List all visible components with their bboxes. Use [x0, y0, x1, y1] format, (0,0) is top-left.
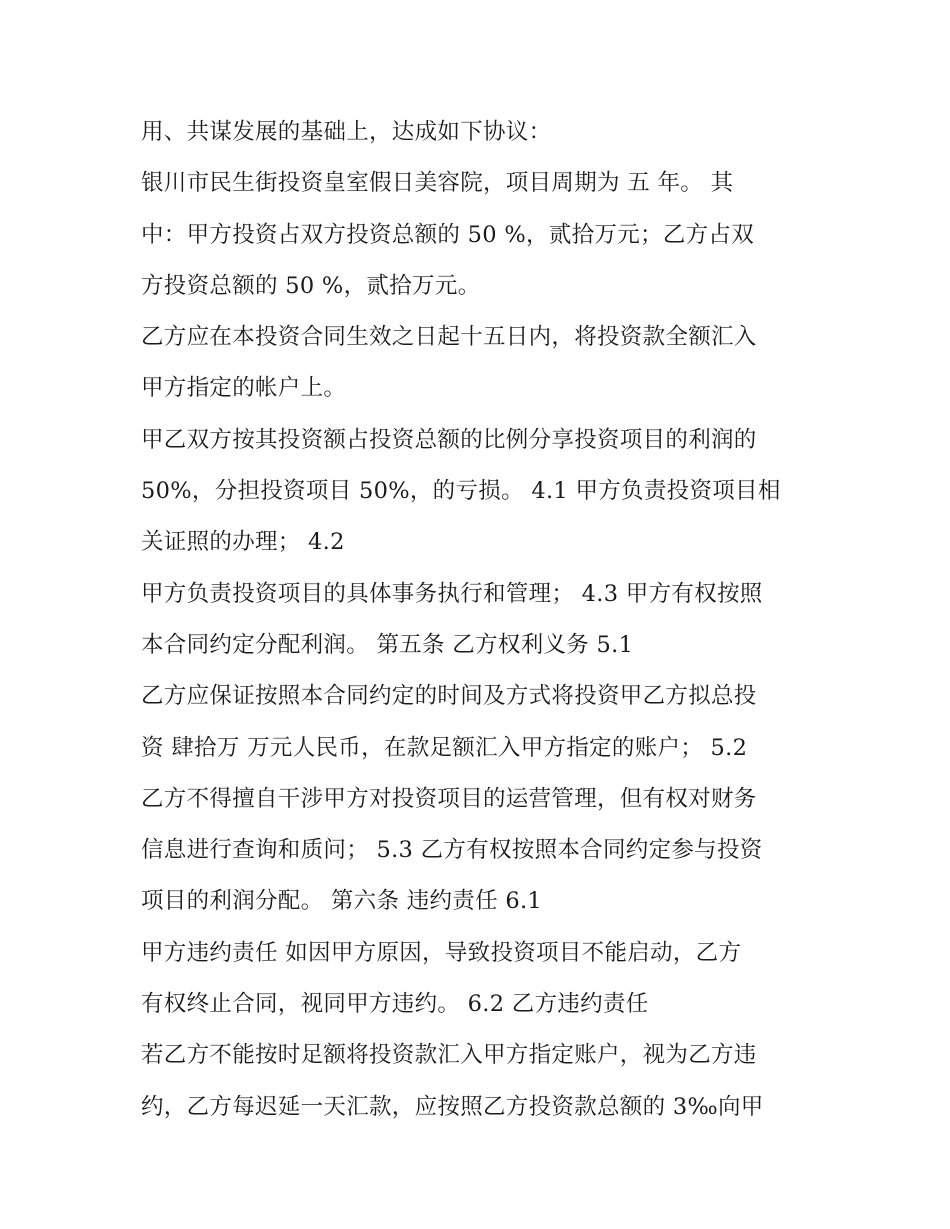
text-line: 甲方违约责任 如因甲方原因，导致投资项目不能启动，乙方 — [141, 939, 742, 966]
text-line: 有权终止合同，视同甲方违约。 6.2 乙方违约责任 — [141, 991, 649, 1018]
text-line: 约，乙方每迟延一天汇款，应按照乙方投资款总额的 3‰向甲 — [141, 1093, 764, 1120]
text-line: 甲方负责投资项目的具体事务执行和管理； 4.3 甲方有权按照 — [141, 580, 763, 607]
text-line: 乙方应在本投资合同生效之日起十五日内，将投资款全额汇入 — [141, 324, 757, 351]
text-line: 资 肆拾万 万元人民币，在款足额汇入甲方指定的账户； 5.2 — [141, 734, 748, 761]
text-line: 银川市民生街投资皇室假日美容院，项目周期为 五 年。 其 — [141, 170, 734, 197]
text-line: 项目的利润分配。 第六条 违约责任 6.1 — [141, 888, 543, 915]
text-line: 乙方不得擅自干涉甲方对投资项目的运营管理，但有权对财务 — [141, 785, 757, 812]
contract-text-block — [141, 107, 821, 1133]
text-line: 关证照的办理； 4.2 — [141, 529, 345, 556]
text-line: 甲乙双方按其投资额占投资总额的比例分享投资项目的利润的 — [141, 426, 757, 453]
text-line: 用、共谋发展的基础上，达成如下协议： — [141, 119, 552, 145]
text-line: 若乙方不能按时足额将投资款汇入甲方指定账户，视为乙方违 — [141, 1042, 757, 1069]
text-line: 本合同约定分配利润。 第五条 乙方权利义务 5.1 — [141, 631, 634, 658]
text-line: 信息进行查询和质问； 5.3 乙方有权按照本合同约定参与投资 — [141, 837, 763, 864]
text-line: 甲方指定的帐户上。 — [141, 375, 347, 402]
text-line: 中：甲方投资占双方投资总额的 50 %，贰拾万元；乙方占双 — [141, 221, 755, 248]
text-line: 50%，分担投资项目 50%，的亏损。 4.1 甲方负责投资项目相 — [141, 478, 781, 505]
text-line: 方投资总额的 50 %，贰拾万元。 — [141, 272, 481, 299]
text-line: 乙方应保证按照本合同约定的时间及方式将投资甲乙方拟总投 — [141, 683, 757, 710]
